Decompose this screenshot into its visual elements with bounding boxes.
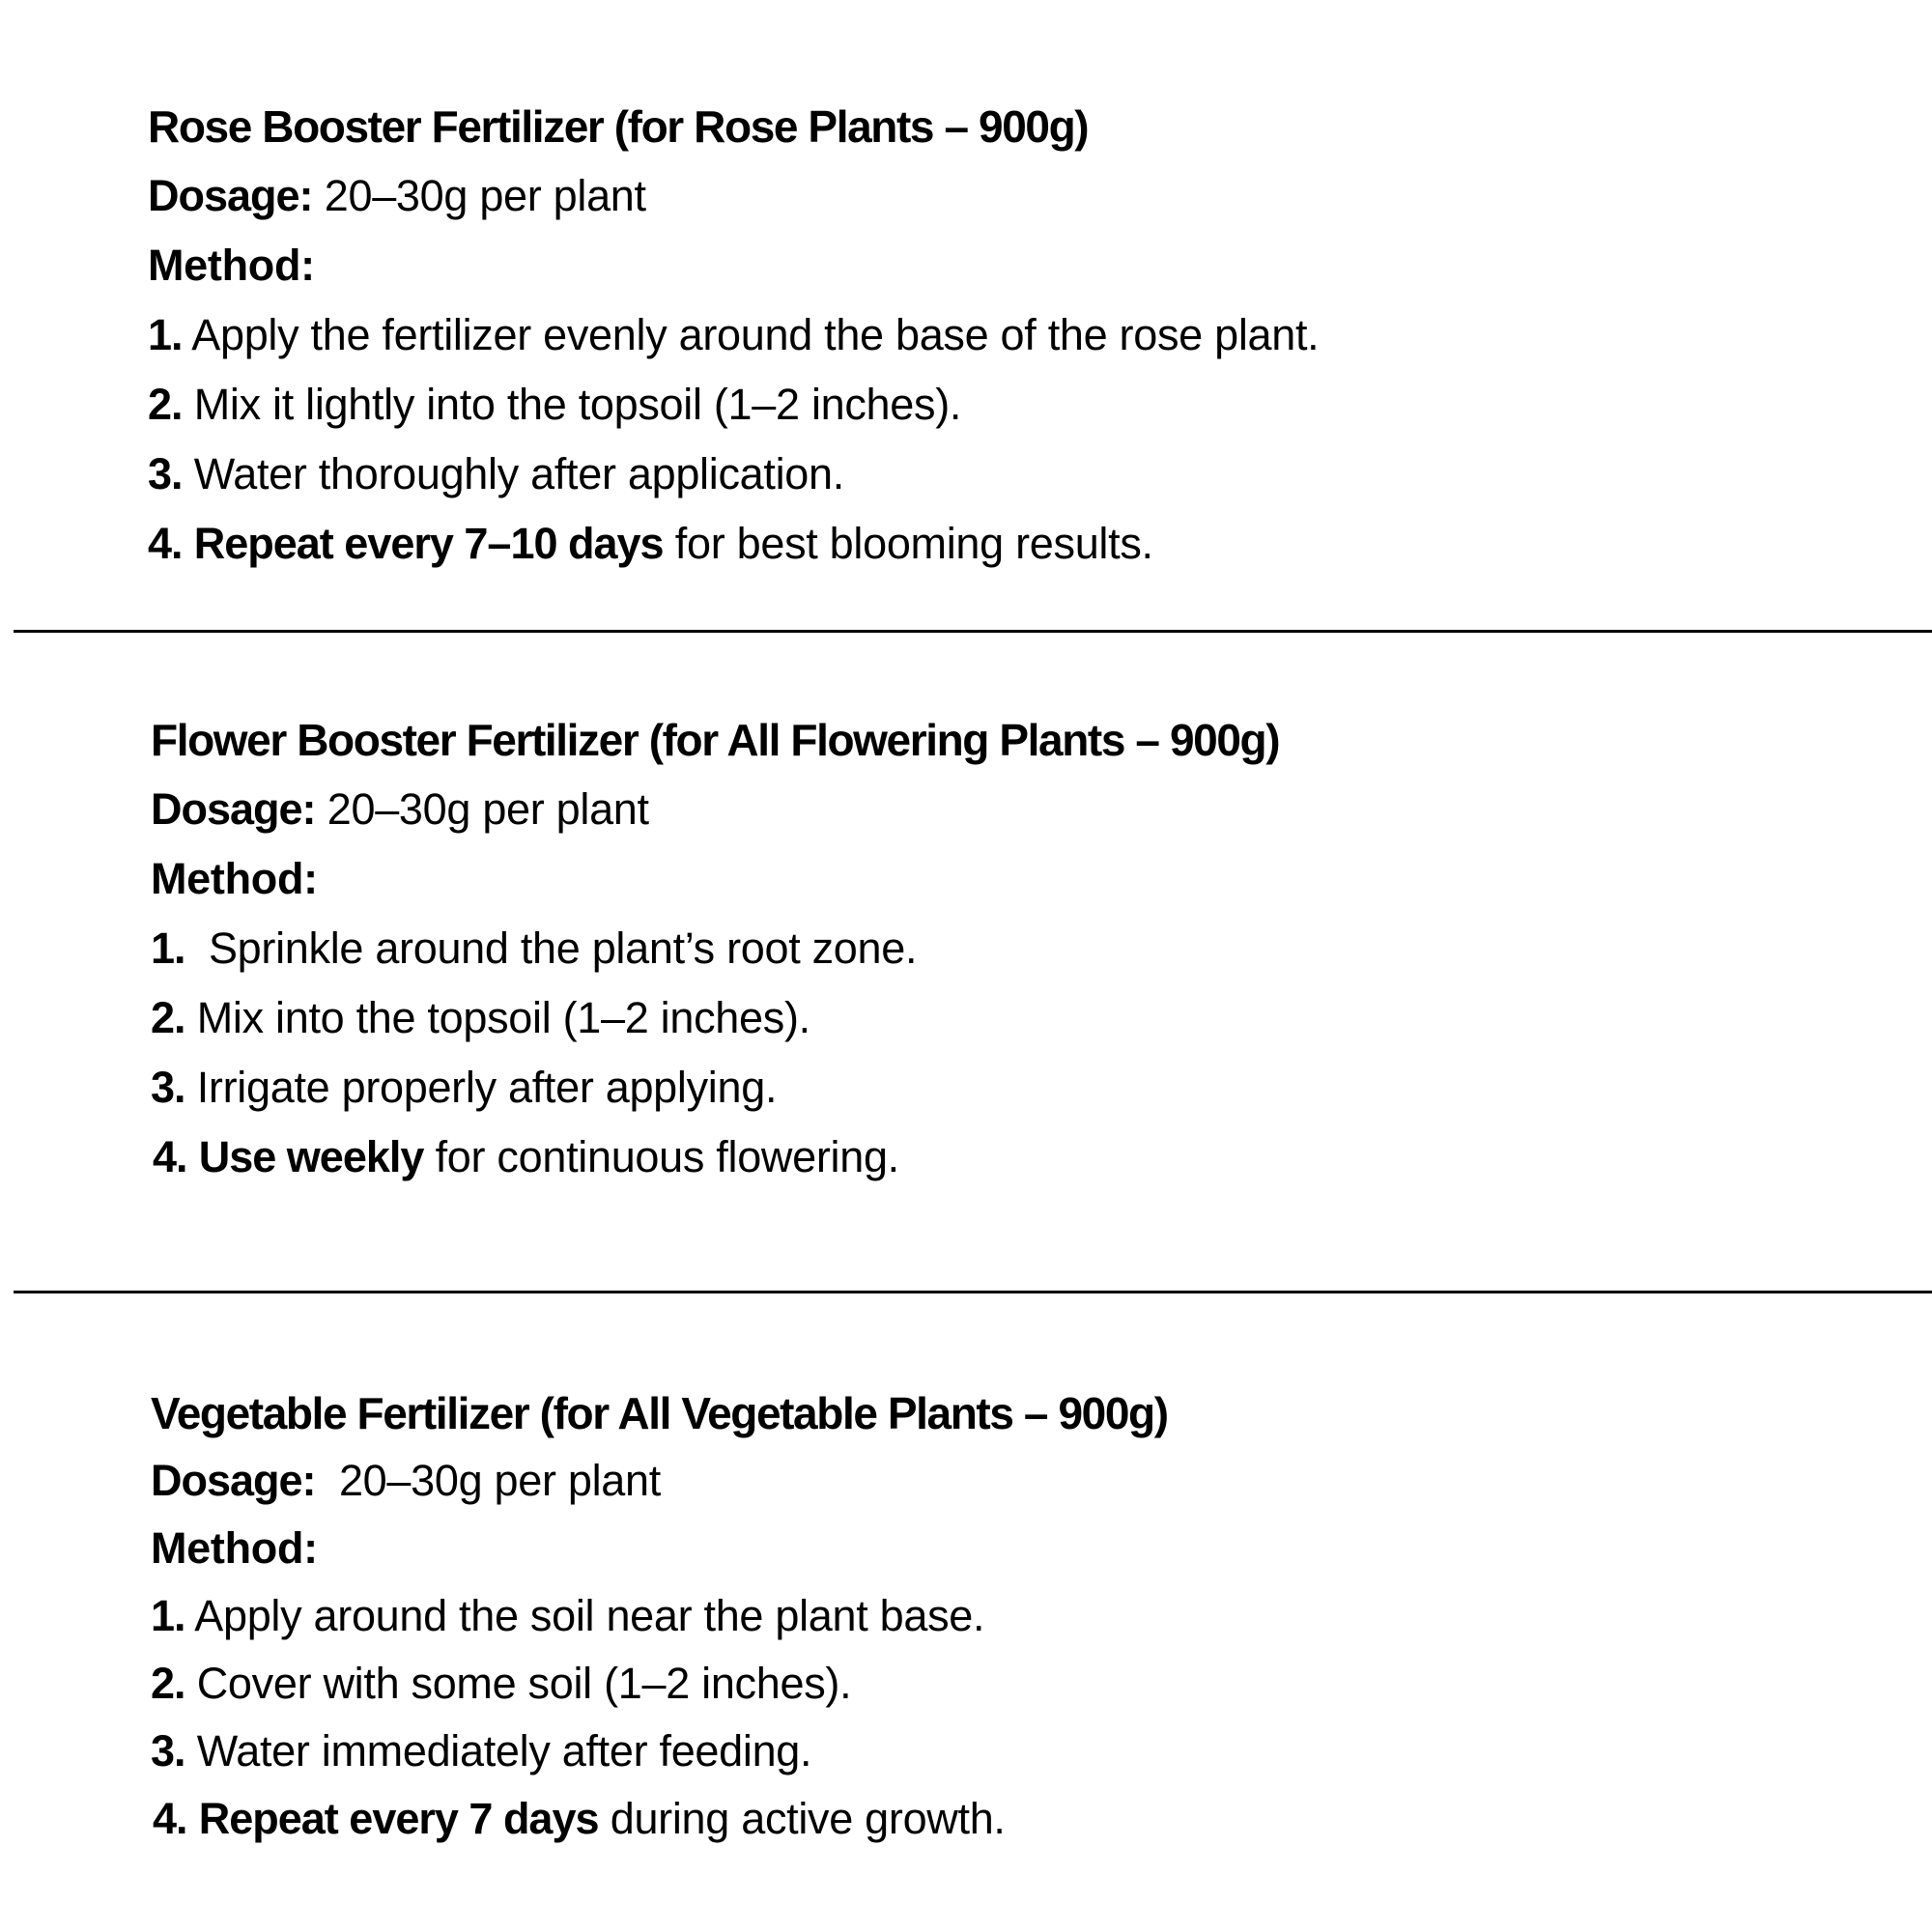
method-step bbox=[151, 1724, 811, 1778]
step-number: 2. bbox=[151, 1659, 185, 1708]
dosage-value: 20–30g per plant bbox=[324, 171, 646, 220]
step-number: 4. bbox=[153, 1794, 187, 1843]
step-text: Irrigate properly after applying. bbox=[196, 1063, 778, 1112]
step-text: for best blooming results. bbox=[674, 519, 1153, 568]
step-text: Mix into the topsoil (1–2 inches). bbox=[196, 993, 810, 1042]
step-number: 4. bbox=[153, 1132, 187, 1181]
section-divider bbox=[14, 1291, 1932, 1293]
step-emphasis: Repeat every 7–10 days bbox=[193, 519, 664, 568]
dosage-row bbox=[151, 782, 649, 837]
dosage-row bbox=[151, 1454, 661, 1508]
method-step bbox=[148, 308, 1319, 362]
step-number: 4. bbox=[148, 519, 183, 568]
dosage-label: Dosage: bbox=[151, 1456, 316, 1505]
method-label: Method: bbox=[151, 1523, 318, 1573]
step-emphasis: Use weekly bbox=[198, 1132, 424, 1181]
step-number: 3. bbox=[151, 1726, 185, 1776]
step-text: Sprinkle around the plant’s root zone. bbox=[208, 923, 918, 973]
step-number: 2. bbox=[151, 993, 185, 1042]
method-step bbox=[151, 991, 810, 1045]
method-label: Method: bbox=[151, 854, 318, 903]
method-step bbox=[153, 1792, 1006, 1846]
step-text: during active growth. bbox=[610, 1794, 1006, 1843]
step-text: Water immediately after feeding. bbox=[196, 1726, 812, 1776]
step-number: 3. bbox=[151, 1063, 185, 1112]
dosage-label: Dosage: bbox=[151, 784, 316, 834]
method-step bbox=[148, 517, 1153, 571]
step-number: 1. bbox=[151, 923, 185, 973]
step-text: Cover with some soil (1–2 inches). bbox=[196, 1659, 852, 1708]
method-step bbox=[153, 1130, 899, 1184]
dosage-value: 20–30g per plant bbox=[327, 784, 649, 834]
section-divider bbox=[14, 630, 1932, 633]
step-text: Mix it lightly into the topsoil (1–2 inches). bbox=[193, 380, 962, 429]
method-step bbox=[148, 447, 844, 501]
method-step bbox=[151, 1657, 851, 1711]
section-title: Rose Booster Fertilizer (for Rose Plants – 900g) bbox=[148, 101, 1089, 152]
dosage-row bbox=[148, 169, 646, 223]
step-emphasis: Repeat every 7 days bbox=[198, 1794, 599, 1843]
section-title: Flower Booster Fertilizer (for All Flowering Plants – 900g) bbox=[151, 715, 1280, 765]
method-step bbox=[151, 1061, 777, 1115]
method-label: Method: bbox=[148, 241, 315, 290]
dosage-value: 20–30g per plant bbox=[338, 1456, 661, 1505]
step-text: Apply around the soil near the plant base. bbox=[194, 1591, 985, 1640]
step-text: Water thoroughly after application. bbox=[193, 449, 844, 498]
step-number: 1. bbox=[148, 310, 183, 359]
section-title: Vegetable Fertilizer (for All Vegetable Plants – 900g) bbox=[151, 1388, 1168, 1438]
method-step bbox=[148, 378, 961, 432]
step-number: 3. bbox=[148, 449, 183, 498]
method-step bbox=[151, 1589, 984, 1643]
step-text: for continuous flowering. bbox=[435, 1132, 899, 1181]
dosage-label: Dosage: bbox=[148, 171, 313, 220]
step-number: 1. bbox=[151, 1591, 185, 1640]
step-number: 2. bbox=[148, 380, 183, 429]
step-text: Apply the fertilizer evenly around the base of the rose plant. bbox=[191, 310, 1320, 359]
method-step bbox=[151, 922, 917, 976]
